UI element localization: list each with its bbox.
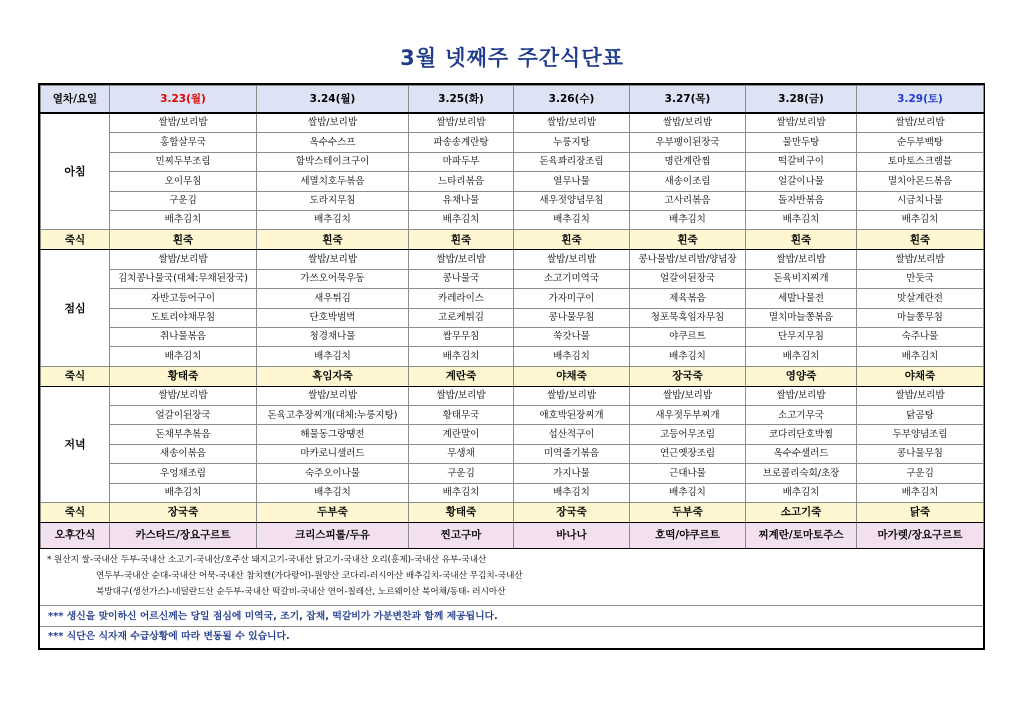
porridge-row xyxy=(41,366,984,386)
menu-item: 마카로니샐러드 xyxy=(257,444,409,463)
menu-item: 콩나물밥/보리밥/양념장 xyxy=(630,250,746,269)
menu-item: 배추김치 xyxy=(110,483,257,502)
menu-item: 돈육비지찌개 xyxy=(746,269,857,288)
menu-item: 배추김치 xyxy=(514,483,630,502)
menu-item: 배추김치 xyxy=(257,483,409,502)
porridge-item: 두부죽 xyxy=(257,503,409,523)
menu-item: 쌀밥/보리밥 xyxy=(630,113,746,133)
menu-item: 돈채부추볶음 xyxy=(110,425,257,444)
menu-item: 떡갈비구이 xyxy=(746,152,857,171)
porridge-item: 흰죽 xyxy=(110,230,257,250)
menu-item: 도라지무침 xyxy=(257,191,409,210)
menu-row xyxy=(41,289,984,308)
page-title: 3월 넷째주 주간식단표 xyxy=(400,46,624,70)
menu-item: 근대나물 xyxy=(630,464,746,483)
menu-item: 쌀밥/보리밥 xyxy=(409,386,514,405)
menu-item: 마파두부 xyxy=(409,152,514,171)
menu-item: 물만두탕 xyxy=(746,133,857,152)
menu-item: 쌀밥/보리밥 xyxy=(110,113,257,133)
menu-item: 쌀밥/보리밥 xyxy=(746,386,857,405)
menu-item: 도토리야채무침 xyxy=(110,308,257,327)
menu-item: 황태무국 xyxy=(409,406,514,425)
menu-item: 계란말이 xyxy=(409,425,514,444)
menu-item: 누룽지탕 xyxy=(514,133,630,152)
menu-item: 함박스테이크구이 xyxy=(257,152,409,171)
menu-item: 배추김치 xyxy=(110,210,257,229)
menu-item: 연근옛장조림 xyxy=(630,444,746,463)
menu-item: 쌈무무침 xyxy=(409,327,514,346)
menu-item: 쌀밥/보리밥 xyxy=(514,113,630,133)
menu-row xyxy=(41,347,984,366)
menu-item: 코다리단호박찜 xyxy=(746,425,857,444)
menu-row xyxy=(41,172,984,191)
porridge-item: 야채죽 xyxy=(514,366,630,386)
menu-item: 가쓰오어묵우동 xyxy=(257,269,409,288)
menu-item: 고등어무조림 xyxy=(630,425,746,444)
menu-item: 청포묵흑임자무침 xyxy=(630,308,746,327)
menu-item: 쌀밥/보리밥 xyxy=(746,250,857,269)
menu-item: 취나물볶음 xyxy=(110,327,257,346)
menu-item: 배추김치 xyxy=(409,210,514,229)
menu-row xyxy=(41,133,984,152)
menu-item: 시금치나물 xyxy=(857,191,984,210)
porridge-item: 흰죽 xyxy=(746,230,857,250)
porridge-item: 황태죽 xyxy=(409,503,514,523)
porridge-item: 야채죽 xyxy=(857,366,984,386)
porridge-item: 황태죽 xyxy=(110,366,257,386)
menu-item: 오이무침 xyxy=(110,172,257,191)
menu-row xyxy=(41,113,984,133)
menu-item: 쌀밥/보리밥 xyxy=(514,386,630,405)
menu-item: 돈육꽈리장조림 xyxy=(514,152,630,171)
snack-item: 마가렛/장요구르트 xyxy=(857,523,984,549)
menu-item: 명란계란찜 xyxy=(630,152,746,171)
menu-item: 얼갈이된장국 xyxy=(110,406,257,425)
menu-row xyxy=(41,152,984,171)
menu-item: 열무나물 xyxy=(514,172,630,191)
menu-item: 쌀밥/보리밥 xyxy=(514,250,630,269)
menu-item: 배추김치 xyxy=(746,483,857,502)
porridge-label: 죽식 xyxy=(41,230,110,250)
porridge-item: 닭죽 xyxy=(857,503,984,523)
snack-item: 호떡/야쿠르트 xyxy=(630,523,746,549)
snack-item: 찐고구마 xyxy=(409,523,514,549)
origin-notes xyxy=(40,549,983,606)
menu-item: 민찌두부조림 xyxy=(110,152,257,171)
snack-item: 바나나 xyxy=(514,523,630,549)
menu-row xyxy=(41,308,984,327)
breakfast-label: 아침 xyxy=(41,113,110,230)
menu-item: 미역줄기볶음 xyxy=(514,444,630,463)
menu-row xyxy=(41,464,984,483)
porridge-label: 죽식 xyxy=(41,503,110,523)
porridge-item: 흰죽 xyxy=(409,230,514,250)
porridge-item: 장국죽 xyxy=(630,366,746,386)
day-header: 3.25(화) xyxy=(409,86,514,114)
menu-item: 우부팽이된장국 xyxy=(630,133,746,152)
menu-item: 돌자반볶음 xyxy=(746,191,857,210)
menu-item: 배추김치 xyxy=(746,347,857,366)
menu-item: 구운김 xyxy=(409,464,514,483)
origin-note-line: * 원산지 쌀-국내산 두부-국내산 소고기-국내산/호주산 돼지고기-국내산 닭고기-국내산 오리(훈제)-국내산 유부-국내산 xyxy=(47,555,487,565)
menu-item: 얼갈이된장국 xyxy=(630,269,746,288)
menu-item: 자반고등어구이 xyxy=(110,289,257,308)
day-header: 3.24(월) xyxy=(257,86,409,114)
porridge-item: 흰죽 xyxy=(630,230,746,250)
change-notice: *** 식단은 식자재 수급상황에 따라 변동될 수 있습니다. xyxy=(48,631,290,642)
porridge-item: 흰죽 xyxy=(857,230,984,250)
lunch-label: 점심 xyxy=(41,250,110,366)
day-header: 3.26(수) xyxy=(514,86,630,114)
menu-item: 토마토스크램블 xyxy=(857,152,984,171)
day-header: 3.29(토) xyxy=(857,86,984,114)
menu-item: 김치콩나물국(대체:무채된장국) xyxy=(110,269,257,288)
menu-item: 애호박된장찌개 xyxy=(514,406,630,425)
menu-item: 쌀밥/보리밥 xyxy=(257,113,409,133)
menu-item: 가지나물 xyxy=(514,464,630,483)
menu-item: 파송송계란탕 xyxy=(409,133,514,152)
day-header: 3.27(목) xyxy=(630,86,746,114)
menu-item: 가자미구이 xyxy=(514,289,630,308)
porridge-label: 죽식 xyxy=(41,366,110,386)
menu-item: 배추김치 xyxy=(409,347,514,366)
menu-item: 배추김치 xyxy=(514,210,630,229)
menu-item: 단호박범벅 xyxy=(257,308,409,327)
porridge-item: 장국죽 xyxy=(110,503,257,523)
porridge-row xyxy=(41,503,984,523)
menu-item: 쌀밥/보리밥 xyxy=(409,113,514,133)
menu-item: 쑥갓나물 xyxy=(514,327,630,346)
menu-item: 섭산적구이 xyxy=(514,425,630,444)
menu-item: 쌀밥/보리밥 xyxy=(110,386,257,405)
menu-item: 배추김치 xyxy=(746,210,857,229)
snack-label: 오후간식 xyxy=(41,523,110,549)
menu-item: 홍합살무국 xyxy=(110,133,257,152)
menu-row xyxy=(41,425,984,444)
menu-item: 배추김치 xyxy=(514,347,630,366)
menu-item: 콩나물국 xyxy=(409,269,514,288)
menu-item: 맛살계란전 xyxy=(857,289,984,308)
menu-item: 닭곰탕 xyxy=(857,406,984,425)
menu-item: 세멸치호두볶음 xyxy=(257,172,409,191)
menu-item: 배추김치 xyxy=(857,347,984,366)
porridge-item: 흑임자죽 xyxy=(257,366,409,386)
header-row xyxy=(41,86,984,114)
header-label: 열차/요일 xyxy=(41,86,110,114)
menu-item: 쌀밥/보리밥 xyxy=(257,250,409,269)
snack-row xyxy=(41,523,984,549)
menu-row xyxy=(41,269,984,288)
menu-item: 우엉채조림 xyxy=(110,464,257,483)
menu-item: 배추김치 xyxy=(630,483,746,502)
menu-item: 쌀밥/보리밥 xyxy=(409,250,514,269)
dinner-label: 저녁 xyxy=(41,386,110,502)
menu-item: 배추김치 xyxy=(257,347,409,366)
porridge-row xyxy=(41,230,984,250)
menu-item: 쌀밥/보리밥 xyxy=(257,386,409,405)
menu-row xyxy=(41,191,984,210)
menu-item: 해물동그랑땡전 xyxy=(257,425,409,444)
menu-item: 고로케튀김 xyxy=(409,308,514,327)
menu-item: 카레라이스 xyxy=(409,289,514,308)
menu-item: 청경채나물 xyxy=(257,327,409,346)
menu-item: 소고기무국 xyxy=(746,406,857,425)
menu-item: 순두부백탕 xyxy=(857,133,984,152)
menu-item: 고사리볶음 xyxy=(630,191,746,210)
menu-item: 콩나물무침 xyxy=(857,444,984,463)
menu-item: 새우젓두부찌개 xyxy=(630,406,746,425)
porridge-item: 흰죽 xyxy=(257,230,409,250)
menu-item: 쌀밥/보리밥 xyxy=(857,250,984,269)
menu-item: 두부양념조림 xyxy=(857,425,984,444)
snack-item: 크리스피롤/두유 xyxy=(257,523,409,549)
menu-item: 소고기미역국 xyxy=(514,269,630,288)
menu-item: 유채나물 xyxy=(409,191,514,210)
menu-item: 구운김 xyxy=(857,464,984,483)
menu-item: 쌀밥/보리밥 xyxy=(746,113,857,133)
menu-item: 쌀밥/보리밥 xyxy=(857,386,984,405)
menu-item: 무생채 xyxy=(409,444,514,463)
origin-note-line: 연두부-국내산 순대-국내산 어묵-국내산 참치캔(가다랑어)-원양산 코다리-러시아산 배추김치-국내산 무김치-국내산 xyxy=(96,571,523,581)
porridge-item: 계란죽 xyxy=(409,366,514,386)
day-header: 3.28(금) xyxy=(746,86,857,114)
menu-item: 배추김치 xyxy=(857,210,984,229)
menu-item: 배추김치 xyxy=(409,483,514,502)
menu-item: 새송이볶음 xyxy=(110,444,257,463)
menu-item: 콩나물무침 xyxy=(514,308,630,327)
menu-item: 구운김 xyxy=(110,191,257,210)
menu-row xyxy=(41,386,984,405)
menu-item: 멸치아몬드볶음 xyxy=(857,172,984,191)
menu-row xyxy=(41,210,984,229)
menu-item: 쌀밥/보리밥 xyxy=(110,250,257,269)
menu-item: 멸치마늘쫑볶음 xyxy=(746,308,857,327)
menu-row xyxy=(41,250,984,269)
menu-item: 마늘쫑무침 xyxy=(857,308,984,327)
menu-item: 쌀밥/보리밥 xyxy=(630,386,746,405)
menu-item: 새우튀김 xyxy=(257,289,409,308)
menu-row xyxy=(41,483,984,502)
menu-item: 단무지무침 xyxy=(746,327,857,346)
menu-row xyxy=(41,406,984,425)
menu-item: 제육볶음 xyxy=(630,289,746,308)
menu-item: 새송이조림 xyxy=(630,172,746,191)
origin-note-line: 북방대구(생선가스)-네덜란드산 순두부-국내산 떡갈비-국내산 연어-칠레산, 노르웨이산 북어채/동태- 러시아산 xyxy=(96,587,506,597)
porridge-item: 흰죽 xyxy=(514,230,630,250)
menu-item: 배추김치 xyxy=(630,347,746,366)
weekly-menu-table xyxy=(40,85,984,549)
porridge-item: 두부죽 xyxy=(630,503,746,523)
menu-item: 만둣국 xyxy=(857,269,984,288)
porridge-item: 장국죽 xyxy=(514,503,630,523)
menu-item: 얼갈이나물 xyxy=(746,172,857,191)
birthday-notice: *** 생신을 맞이하신 어르신께는 당일 점심에 미역국, 조기, 잡채, 떡갈비가 가분변찬과 함께 제공됩니다. xyxy=(40,607,983,627)
menu-item: 옥수수샐러드 xyxy=(746,444,857,463)
menu-item: 배추김치 xyxy=(630,210,746,229)
menu-item: 배추김치 xyxy=(857,483,984,502)
menu-item: 숙주오이나물 xyxy=(257,464,409,483)
day-header: 3.23(월) xyxy=(110,86,257,114)
menu-item: 옥수수스프 xyxy=(257,133,409,152)
menu-item: 쌀밥/보리밥 xyxy=(857,113,984,133)
menu-item: 배추김치 xyxy=(257,210,409,229)
menu-item: 숙주나물 xyxy=(857,327,984,346)
menu-item: 야쿠르트 xyxy=(630,327,746,346)
porridge-item: 소고기죽 xyxy=(746,503,857,523)
menu-item: 돈육고추장찌개(대체:누룽지탕) xyxy=(257,406,409,425)
menu-item: 느타리볶음 xyxy=(409,172,514,191)
menu-row xyxy=(41,444,984,463)
porridge-item: 영양죽 xyxy=(746,366,857,386)
snack-item: 찌계란/토마토주스 xyxy=(746,523,857,549)
menu-item: 세발나물전 xyxy=(746,289,857,308)
menu-item: 브로콜리숙회/초장 xyxy=(746,464,857,483)
menu-item: 새우젓양념무침 xyxy=(514,191,630,210)
snack-item: 카스타드/장요구르트 xyxy=(110,523,257,549)
menu-item: 배추김치 xyxy=(110,347,257,366)
menu-row xyxy=(41,327,984,346)
